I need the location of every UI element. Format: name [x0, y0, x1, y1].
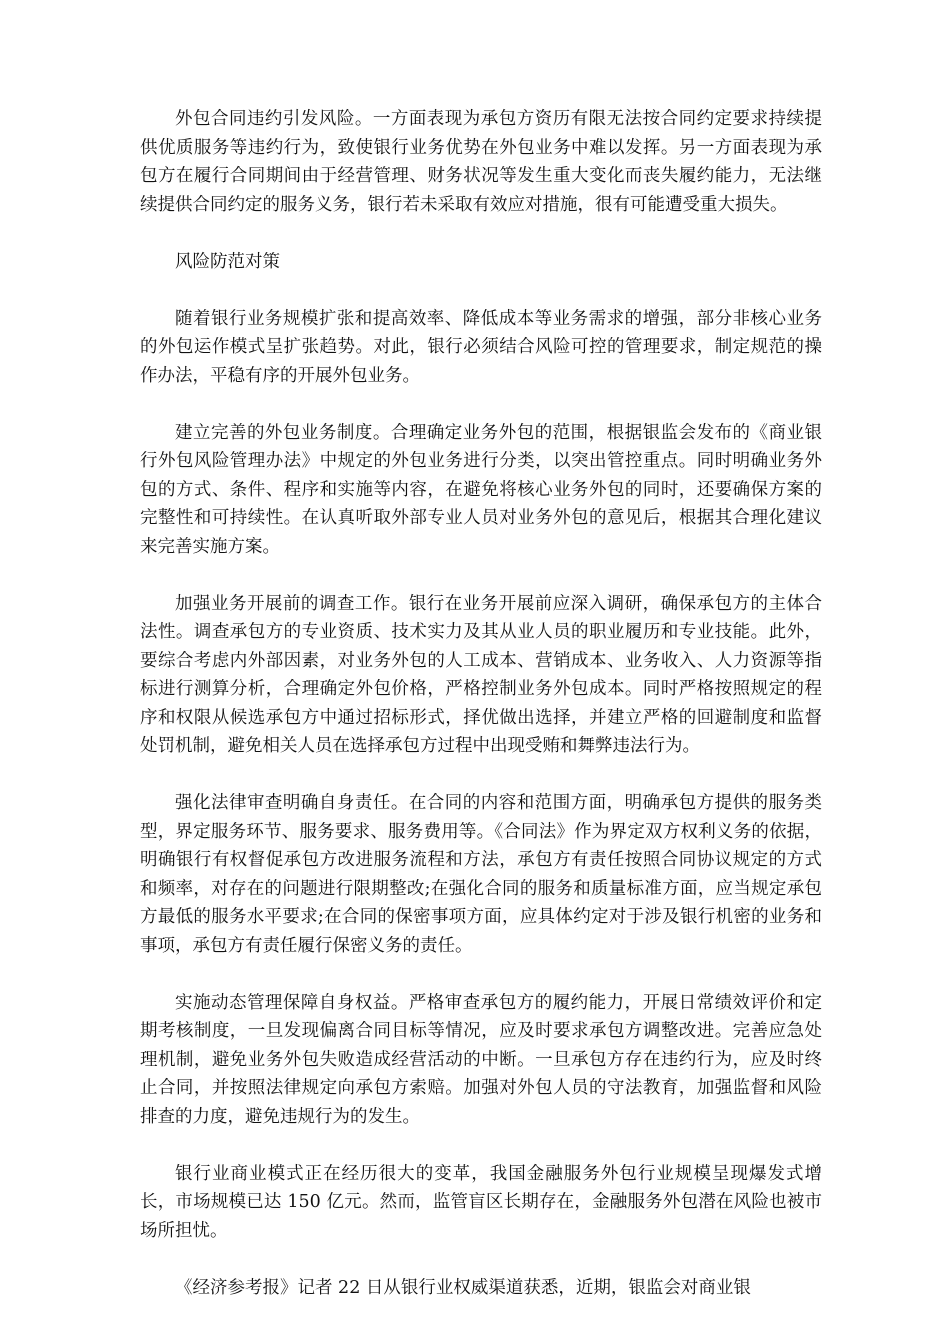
paragraph-legal-review: 强化法律审查明确自身责任。在合同的内容和范围方面，明确承包方提供的服务类型，界定服务环节、服务要求、服务费用等。《合同法》作为界定双方权利义务的依据，明确银行有权督促承包方改进服务流程和方法，承包方有责任按照合同协议规定的方式和频率，对存在的问题进行限期整改;在强化合同的服务和质量标准方面，应当规定承包方最低的服务水平要求;在合同的保密事项方面，应具体约定对于涉及银行机密的业务和事项，承包方有责任履行保密义务的责任。 — [140, 793, 822, 956]
paragraph-dynamic-management: 实施动态管理保障自身权益。严格审查承包方的履约能力，开展日常绩效评价和定期考核制度，一旦发现偏离合同目标等情况，应及时要求承包方调整改进。完善应急处理机制，避免业务外包失败造成经营活动的中断。一旦承包方存在违约行为，应及时终止合同，并按照法律规定向承包方索赔。加强对外包人员的守法教育，加强监督和风险排查的力度，避免违规行为的发生。 — [140, 992, 822, 1127]
paragraph-news-report: 《经济参考报》记者 22 日从银行业权威渠道获悉，近期，银监会对商业银 — [175, 1277, 751, 1298]
document-body — [140, 105, 822, 1331]
paragraph-pre-investigation: 加强业务开展前的调查工作。银行在业务开展前应深入调研，确保承包方的主体合法性。调查承包方的专业资质、技术实力及其从业人员的职业履历和专业技能。此外，要综合考虑内外部因素，对业务外包的人工成本、营销成本、业务收入、人力资源等指标进行测算分析，合理确定外包价格，严格控制业务外包成本。同时严格按照规定的程序和权限从候选承包方中通过招标形式，择优做出选择，并建立严格的回避制度和监督处罚机制，避免相关人员在选择承包方过程中出现受贿和舞弊违法行为。 — [140, 593, 822, 756]
paragraph-business-model-change: 银行业商业模式正在经历很大的变革，我国金融服务外包行业规模呈现爆发式增长，市场规模已达 150 亿元。然而，监管盲区长期存在，金融服务外包潜在风险也被市场所担忧。 — [140, 1163, 822, 1241]
paragraph-outsourcing-expansion: 随着银行业务规模扩张和提高效率、降低成本等业务需求的增强，部分非核心业务的外包运作模式呈扩张趋势。对此，银行必须结合风险可控的管理要求，制定规范的操作办法，平稳有序的开展外包业务。 — [140, 308, 822, 386]
paragraph-establish-system: 建立完善的外包业务制度。合理确定业务外包的范围，根据银监会发布的《商业银行外包风险管理办法》中规定的外包业务进行分类，以突出管控重点。同时明确业务外包的方式、条件、程序和实施等内容，在避免将核心业务外包的同时，还要确保方案的完整性和可持续性。在认真听取外部专业人员对业务外包的意见后，根据其合理化建议来完善实施方案。 — [140, 422, 822, 557]
paragraph-outsourcing-breach-risk: 外包合同违约引发风险。一方面表现为承包方资历有限无法按合同约定要求持续提供优质服务等违约行为，致使银行业务优势在外包业务中难以发挥。另一方面表现为承包方在履行合同期间由于经营管理、财务状况等发生重大变化而丧失履约能力，无法继续提供合同约定的服务义务，银行若未采取有效应对措施，很有可能遭受重大损失。 — [140, 109, 822, 215]
section-heading-risk-countermeasures: 风险防范对策 — [175, 251, 280, 272]
